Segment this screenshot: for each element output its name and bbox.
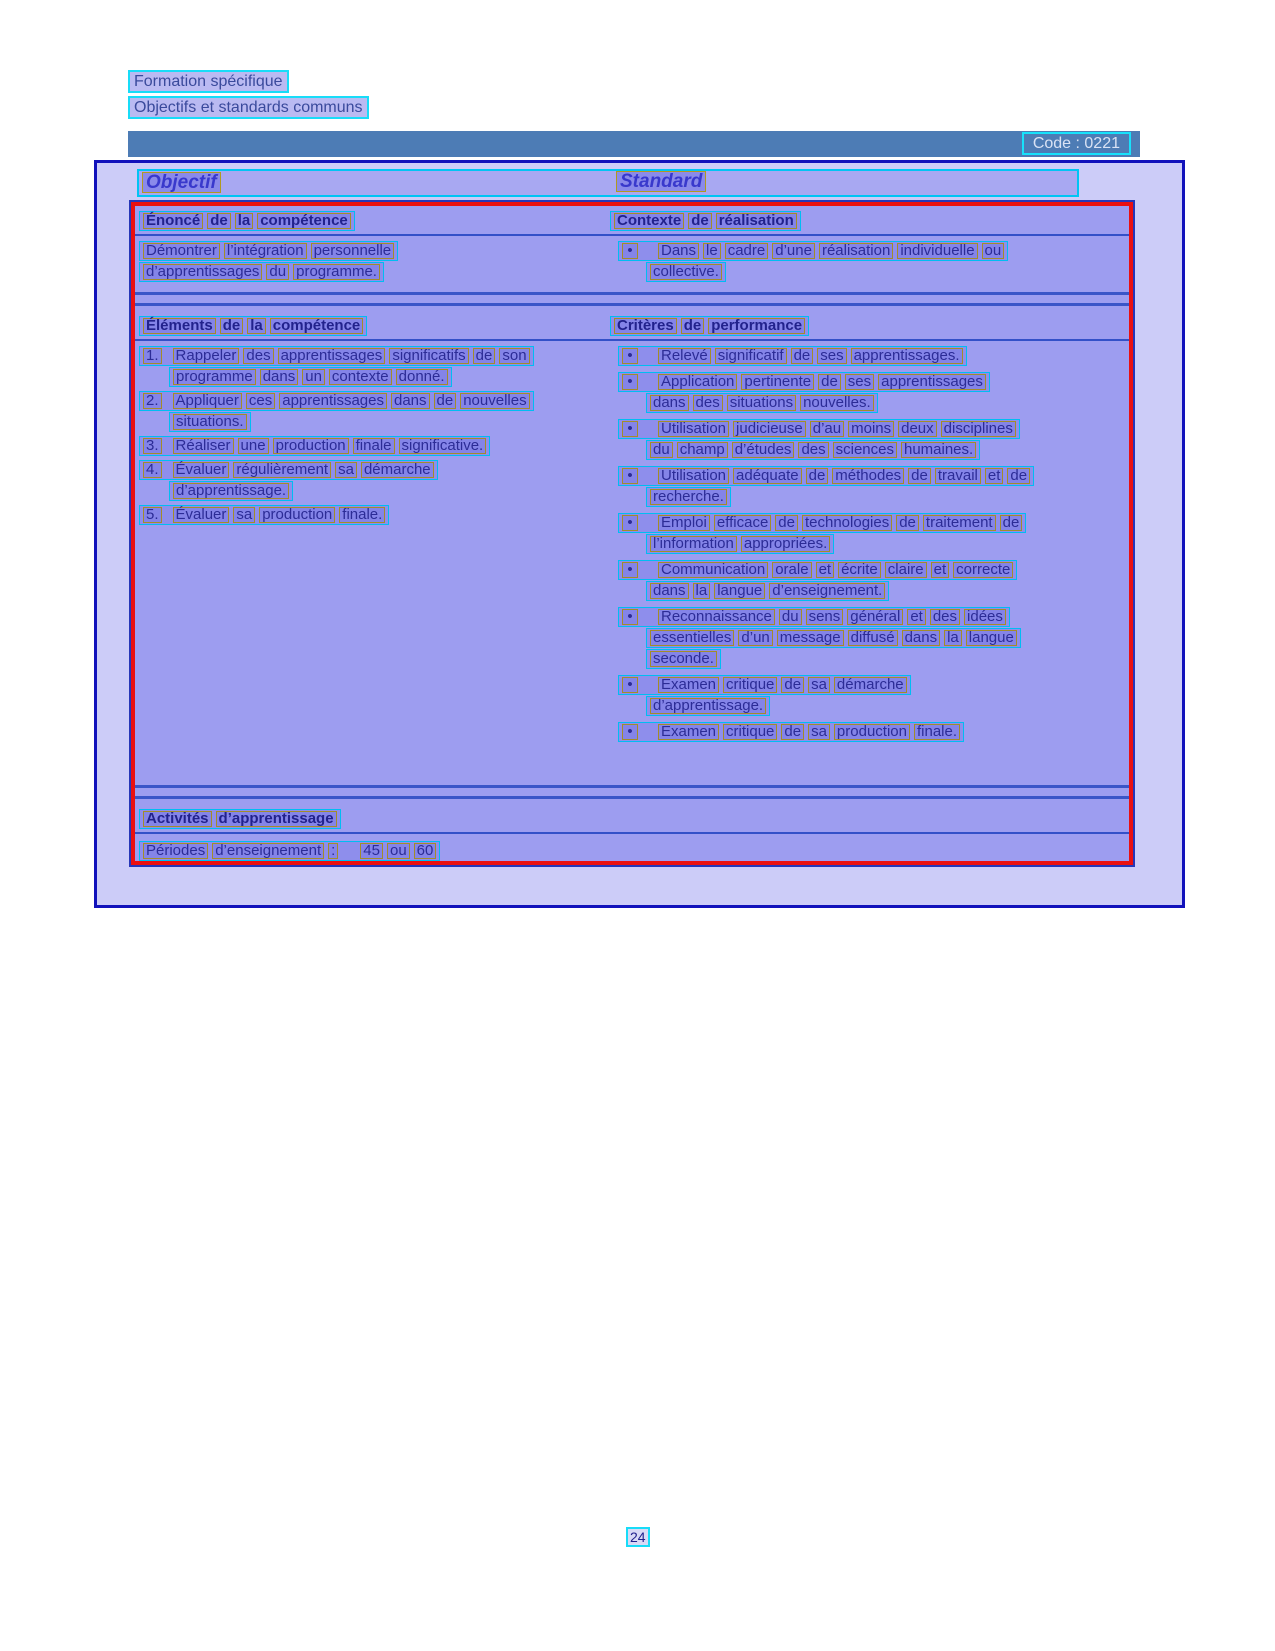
word: Contexte — [614, 213, 684, 229]
word: compétence — [270, 318, 364, 334]
line-box — [618, 722, 964, 742]
line-box — [618, 241, 1008, 261]
bullet-icon: • — [622, 562, 638, 578]
word: de — [681, 318, 705, 334]
line-box — [646, 393, 878, 413]
contexte-header — [610, 211, 801, 231]
word: Évaluer — [173, 462, 230, 478]
word: réalisation — [716, 213, 797, 229]
word: dans — [650, 583, 689, 599]
word: ou — [387, 843, 410, 859]
text-line — [618, 560, 1129, 580]
line-box — [139, 505, 389, 525]
word: du — [266, 264, 289, 280]
enonce-header-cell — [135, 211, 610, 231]
word: l’information — [650, 536, 737, 552]
bullet-icon: • — [622, 677, 638, 693]
word: programme. — [293, 264, 380, 280]
text-line — [646, 487, 1129, 507]
word: Examen — [658, 724, 719, 740]
word: Emploi — [658, 515, 710, 531]
word: démarche — [834, 677, 907, 693]
list-item — [610, 419, 1129, 460]
word: deux — [898, 421, 937, 437]
word: contexte — [329, 369, 392, 385]
word: moins — [848, 421, 894, 437]
word: appropriées. — [741, 536, 830, 552]
text-line — [169, 481, 610, 501]
word: individuelle — [897, 243, 977, 259]
word: la — [235, 213, 254, 229]
word: sa — [233, 507, 255, 523]
word: de — [791, 348, 814, 364]
text-line — [646, 534, 1129, 554]
line-box — [618, 346, 967, 366]
word: Reconnaissance — [658, 609, 775, 625]
word: et — [931, 562, 950, 578]
word: la — [247, 318, 266, 334]
word: Rappeler — [173, 348, 240, 364]
code-badge: Code : 0221 — [1022, 132, 1131, 155]
text-line — [646, 262, 1129, 282]
word: significatifs — [389, 348, 468, 364]
section-elements-headers — [135, 316, 1129, 336]
word: compétence — [257, 213, 351, 229]
word: judicieuse — [733, 421, 806, 437]
word: critique — [723, 677, 777, 693]
list-item — [139, 346, 610, 387]
line-box — [139, 262, 384, 282]
periods-row — [139, 841, 1129, 861]
word: un — [302, 369, 325, 385]
text-line — [646, 628, 1129, 648]
bullet-icon: • — [622, 348, 638, 364]
line-box — [618, 466, 1034, 486]
line-box — [646, 262, 726, 282]
text-line — [618, 241, 1129, 261]
section-divider — [135, 785, 1129, 799]
line-box — [646, 628, 1021, 648]
line-box — [646, 487, 731, 507]
line-box — [618, 560, 1017, 580]
text-line — [139, 460, 610, 480]
word: langue — [714, 583, 765, 599]
text-line — [646, 440, 1129, 460]
word: d’enseignement. — [769, 583, 885, 599]
line-box — [618, 675, 911, 695]
word: essentielles — [650, 630, 734, 646]
word: champ — [677, 442, 728, 458]
line-box — [169, 481, 293, 501]
word: traitement — [923, 515, 996, 531]
word: de — [220, 318, 244, 334]
word: sa — [335, 462, 357, 478]
word: et — [907, 609, 926, 625]
list-item — [139, 391, 610, 432]
item-number: 5. — [143, 507, 162, 523]
criteres-header-cell — [610, 316, 1129, 336]
list-item — [610, 722, 1129, 742]
word: message — [777, 630, 844, 646]
column-title-standard: Standard — [616, 171, 706, 192]
bullet-icon: • — [622, 243, 638, 259]
word: et — [985, 468, 1004, 484]
activites-header — [139, 809, 341, 829]
text-line — [139, 346, 610, 366]
word: finale. — [339, 507, 385, 523]
word: de — [1007, 468, 1030, 484]
line-box — [139, 436, 490, 456]
line-box — [169, 412, 251, 432]
line-box — [618, 372, 990, 392]
word: dans — [902, 630, 941, 646]
bullet-icon: • — [622, 515, 638, 531]
text-line — [618, 372, 1129, 392]
section-divider — [135, 292, 1129, 306]
item-number: 3. — [143, 438, 162, 454]
text-line — [139, 505, 610, 525]
word: Réaliser — [173, 438, 234, 454]
word: personnelle — [311, 243, 395, 259]
word: de — [818, 374, 841, 390]
word: dans — [650, 395, 689, 411]
header-underline — [135, 339, 1129, 341]
word: ou — [982, 243, 1005, 259]
word: Démontrer — [143, 243, 220, 259]
word: l’intégration — [224, 243, 307, 259]
word: ses — [845, 374, 874, 390]
word: d’apprentissage. — [650, 698, 766, 714]
word: le — [703, 243, 721, 259]
text-line — [646, 581, 1129, 601]
bullet-icon: • — [622, 374, 638, 390]
text-line — [618, 346, 1129, 366]
competency-table — [131, 202, 1133, 865]
word: sa — [808, 724, 830, 740]
text-line — [139, 241, 610, 261]
column-titles-row — [137, 169, 1079, 197]
word: finale — [353, 438, 395, 454]
word: Appliquer — [173, 393, 242, 409]
word: d’au — [810, 421, 844, 437]
word: du — [650, 442, 673, 458]
word: efficace — [714, 515, 771, 531]
contexte-header-cell — [610, 211, 1129, 231]
word: Relevé — [658, 348, 711, 364]
word: pertinente — [741, 374, 814, 390]
word: situations. — [173, 414, 247, 430]
word: écrite — [838, 562, 881, 578]
header-underline — [135, 832, 1129, 834]
word: Évaluer — [173, 507, 230, 523]
word: finale. — [914, 724, 960, 740]
list-item — [139, 436, 610, 456]
word: de — [688, 213, 712, 229]
item-number: 4. — [143, 462, 162, 478]
list-item — [610, 372, 1129, 413]
word: humaines. — [901, 442, 976, 458]
word: disciplines — [941, 421, 1016, 437]
word: ses — [817, 348, 846, 364]
elements-header-cell — [135, 316, 610, 336]
section-enonce-headers — [135, 211, 1129, 231]
word: apprentissages — [279, 393, 387, 409]
title-line-1: Formation spécifique — [128, 70, 289, 93]
word: Application — [658, 374, 737, 390]
line-box — [139, 241, 398, 261]
text-line — [139, 391, 610, 411]
text-line — [169, 367, 610, 387]
line-box — [646, 649, 721, 669]
activites-header-row — [139, 809, 1129, 829]
criteres-bullet-list — [610, 346, 1129, 748]
word: 60 — [414, 843, 437, 859]
bullet-icon: • — [622, 468, 638, 484]
word: de — [207, 213, 231, 229]
word: Périodes — [143, 843, 208, 859]
word: de — [781, 677, 804, 693]
word: d’apprentissage. — [173, 483, 289, 499]
enonce-header — [139, 211, 355, 231]
word: général — [847, 609, 903, 625]
word: langue — [966, 630, 1017, 646]
word: des — [930, 609, 960, 625]
word: son — [499, 348, 529, 364]
list-item — [610, 513, 1129, 554]
text-line — [646, 649, 1129, 669]
word: Examen — [658, 677, 719, 693]
code-banner — [128, 131, 1140, 157]
objectif-standard-panel — [94, 160, 1185, 908]
word: de — [806, 468, 829, 484]
bullet-icon: • — [622, 724, 638, 740]
word: apprentissages — [278, 348, 386, 364]
word: dans — [391, 393, 430, 409]
list-item — [610, 241, 1129, 282]
word: collective. — [650, 264, 722, 280]
word: de — [473, 348, 496, 364]
periods-line — [139, 841, 440, 861]
text-line — [618, 513, 1129, 533]
text-line — [618, 722, 1129, 742]
column-title-objectif: Objectif — [142, 172, 221, 193]
word: de — [1000, 515, 1023, 531]
item-number: 2. — [143, 393, 162, 409]
elements-header — [139, 316, 367, 336]
periods-value — [360, 842, 436, 859]
word: des — [243, 348, 273, 364]
line-box — [646, 440, 980, 460]
list-item — [139, 505, 610, 525]
word: orale — [772, 562, 811, 578]
word: significative. — [399, 438, 487, 454]
item-number: 1. — [143, 348, 162, 364]
word: seconde. — [650, 651, 717, 667]
word: claire — [885, 562, 927, 578]
line-box — [139, 391, 534, 411]
word: Dans — [658, 243, 699, 259]
word: d’une — [772, 243, 815, 259]
word: apprentissages. — [851, 348, 963, 364]
page-number: 24 — [626, 1527, 650, 1547]
word: recherche. — [650, 489, 727, 505]
line-box — [646, 581, 889, 601]
word: de — [781, 724, 804, 740]
word: performance — [708, 318, 805, 334]
text-line — [139, 262, 610, 282]
word: Éléments — [143, 318, 216, 334]
word: régulièrement — [233, 462, 331, 478]
word: idées — [964, 609, 1006, 625]
word: la — [944, 630, 962, 646]
word: programme — [173, 369, 256, 385]
periods-label — [143, 842, 338, 859]
word: d’apprentissages — [143, 264, 262, 280]
word: significatif — [715, 348, 787, 364]
list-item — [610, 346, 1129, 366]
word: de — [908, 468, 931, 484]
word: critique — [723, 724, 777, 740]
word: démarche — [361, 462, 434, 478]
word: la — [693, 583, 711, 599]
word: sciences — [833, 442, 897, 458]
word: : — [328, 843, 338, 859]
list-item — [139, 460, 610, 501]
list-item — [610, 607, 1129, 669]
enonce-text — [135, 241, 610, 288]
word: Utilisation — [658, 421, 729, 437]
word: sa — [808, 677, 830, 693]
word: Énoncé — [143, 213, 203, 229]
line-box — [646, 696, 770, 716]
word: nouvelles. — [800, 395, 874, 411]
word: de — [775, 515, 798, 531]
text-line — [646, 696, 1129, 716]
list-item — [610, 466, 1129, 507]
criteres-header — [610, 316, 809, 336]
word: Activités — [143, 811, 212, 827]
word: sens — [806, 609, 844, 625]
word: production — [273, 438, 349, 454]
word: d’un — [738, 630, 772, 646]
word: d’études — [732, 442, 795, 458]
competency-table-frame — [129, 200, 1135, 867]
line-box — [618, 419, 1020, 439]
word: méthodes — [832, 468, 904, 484]
word: nouvelles — [460, 393, 529, 409]
word: Communication — [658, 562, 768, 578]
word: des — [798, 442, 828, 458]
word: correcte — [953, 562, 1013, 578]
bullet-icon: • — [622, 609, 638, 625]
list-item — [610, 675, 1129, 716]
word: diffusé — [848, 630, 898, 646]
word: Critères — [614, 318, 677, 334]
contexte-list — [610, 241, 1129, 288]
text-line — [618, 675, 1129, 695]
elements-numbered-list — [135, 346, 610, 748]
text-line — [169, 412, 610, 432]
word: technologies — [802, 515, 892, 531]
list-item — [610, 560, 1129, 601]
header-underline — [135, 234, 1129, 236]
line-box — [139, 346, 534, 366]
text-line — [618, 466, 1129, 486]
line-box — [618, 513, 1026, 533]
word: 45 — [360, 843, 383, 859]
word: dans — [260, 369, 299, 385]
title-line-2: Objectifs et standards communs — [128, 96, 369, 119]
spacer — [135, 748, 1129, 781]
word: adéquate — [733, 468, 802, 484]
section-elements-content — [135, 346, 1129, 748]
word: de — [434, 393, 457, 409]
section-enonce-content — [135, 241, 1129, 288]
line-box — [618, 607, 1010, 627]
doc-header — [128, 70, 369, 122]
word: production — [259, 507, 335, 523]
word: d’enseignement — [212, 843, 324, 859]
text-line — [139, 436, 610, 456]
word: situations — [727, 395, 796, 411]
word: réalisation — [819, 243, 893, 259]
line-box — [139, 460, 438, 480]
word: donné. — [396, 369, 448, 385]
text-line — [618, 419, 1129, 439]
word: travail — [935, 468, 981, 484]
word: cadre — [725, 243, 769, 259]
text-line — [646, 393, 1129, 413]
word: des — [693, 395, 723, 411]
word: et — [816, 562, 835, 578]
word: de — [896, 515, 919, 531]
bullet-icon: • — [622, 421, 638, 437]
word: ces — [246, 393, 275, 409]
word: apprentissages — [878, 374, 986, 390]
line-box — [169, 367, 452, 387]
word: d’apprentissage — [216, 811, 337, 827]
text-line — [618, 607, 1129, 627]
word: Utilisation — [658, 468, 729, 484]
word: du — [779, 609, 802, 625]
word: une — [238, 438, 269, 454]
word: production — [834, 724, 910, 740]
line-box — [646, 534, 834, 554]
